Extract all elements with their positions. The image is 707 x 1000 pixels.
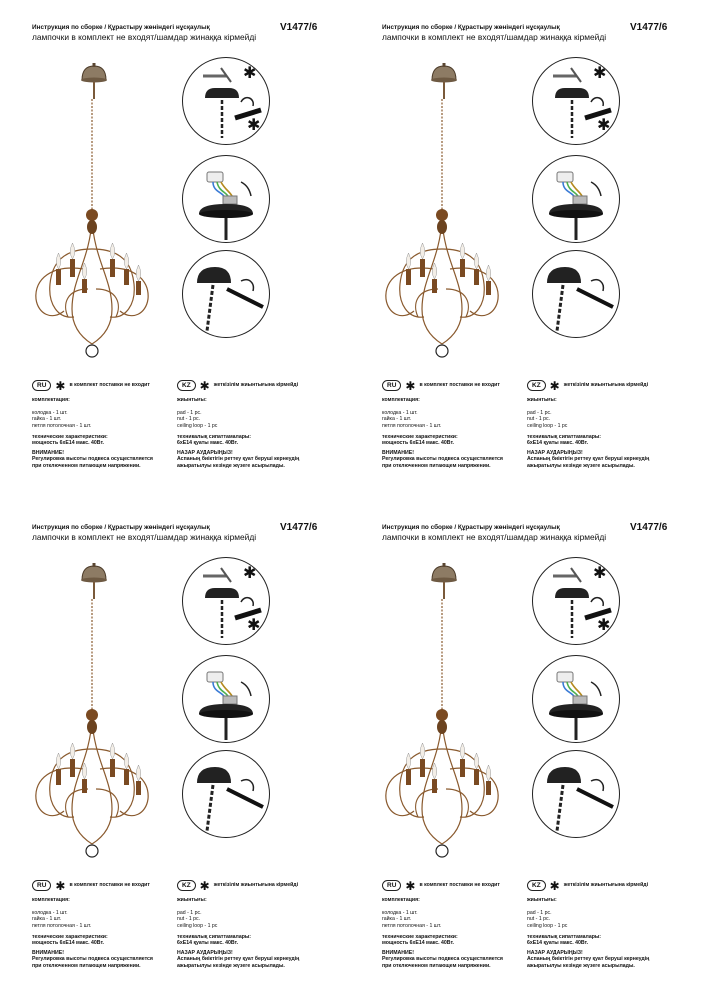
kit-list [527, 410, 692, 429]
chandelier-illustration [372, 99, 512, 369]
product-code: V1477/6 [280, 22, 318, 33]
kit-item: nut - 1 pc. [177, 416, 201, 423]
step-wiring [182, 655, 270, 743]
kit-item: pad - 1 pc. [527, 410, 552, 417]
sheet-subtitle: лампочки в комплект не входят/шамдар жинаққа кірмейді [32, 532, 257, 542]
step-wiring [532, 655, 620, 743]
ceiling-mount-icon [183, 58, 269, 144]
asterisk-icon: ✱ [549, 378, 560, 393]
product-code: V1477/6 [630, 522, 668, 533]
warning-text: Регулировка высоты подвеса осуществляется при отключенном питающем напряжении. [32, 956, 153, 969]
screwdriver-icon [183, 751, 269, 837]
kit-item: pad - 1 pc. [527, 910, 552, 917]
step-ceiling-mount [532, 57, 620, 145]
warning-text: Регулировка высоты подвеса осуществляется при отключенном питающем напряжении. [32, 456, 153, 469]
sheet-title: Инструкция по сборке / Құрастыру жөніндегі нұсқаулық [32, 24, 210, 31]
kit-list [32, 410, 197, 429]
ceiling-mount-icon [183, 558, 269, 644]
kit-item: гайка - 1 шт. [382, 916, 412, 923]
kit-label: комплектация: [32, 397, 70, 403]
spec-value: мощность 6хЕ14 макс. 40Вт. [382, 440, 454, 447]
kit-item: гайка - 1 шт. [32, 416, 62, 423]
kz-language-badge: KZ [527, 380, 546, 391]
russian-section [32, 880, 197, 969]
kit-label: жиынтығы: [177, 397, 207, 403]
kazakh-section [527, 380, 692, 469]
russian-section [382, 880, 547, 969]
not-included-note: в комплект поставки не входит [419, 382, 500, 389]
warning-label: ВНИМАНИЕ! [382, 450, 414, 457]
kit-item: петля потолочная - 1 шт. [382, 422, 442, 429]
sheet-title: Инструкция по сборке / Құрастыру жөніндегі нұсқаулық [382, 24, 560, 31]
wiring-icon [533, 156, 619, 242]
step-wiring [182, 155, 270, 243]
spec-label: технические характеристики: [382, 433, 458, 440]
ceiling-mount-icon [533, 558, 619, 644]
spec-label: технические характеристики: [32, 933, 108, 940]
kit-list [527, 910, 692, 929]
instruction-sheet [32, 524, 362, 994]
kit-item: колодка - 1 шт. [32, 910, 68, 917]
not-included-note: жеткізілім жиынтығына кірмейді [213, 882, 299, 889]
kit-item: ceiling loop - 1 pc [527, 922, 568, 929]
warning-text: Регулировка высоты подвеса осуществляется при отключенном питающем напряжении. [382, 956, 503, 969]
kit-item: nut - 1 pc. [177, 916, 201, 923]
spec-value: мощность 6хЕ14 макс. 40Вт. [382, 940, 454, 947]
wiring-icon [533, 656, 619, 742]
chandelier-illustration [22, 99, 162, 369]
kit-item: колодка - 1 шт. [32, 410, 68, 417]
not-included-note: в комплект поставки не входит [419, 882, 500, 889]
step-screwdriver [532, 250, 620, 338]
spec-label: технические характеристики: [382, 933, 458, 940]
wiring-icon [183, 656, 269, 742]
step-ceiling-mount [182, 557, 270, 645]
not-included-note: в комплект поставки не входит [69, 882, 150, 889]
kit-list [382, 410, 547, 429]
sheet-subtitle: лампочки в комплект не входят/шамдар жинаққа кірмейді [32, 32, 257, 42]
instruction-sheet [32, 24, 362, 494]
warning-label: НАЗАР АУДАРЫҢЫЗ! [177, 450, 233, 457]
sheet-title: Инструкция по сборке / Құрастыру жөніндегі нұсқаулық [32, 524, 210, 531]
kit-list [382, 910, 547, 929]
svg-text:✱: ✱ [243, 563, 257, 582]
spec-value: 6хЕ14 қуаты макс. 40Вт. [177, 940, 239, 947]
not-included-note: жеткізілім жиынтығына кірмейді [213, 382, 299, 389]
kit-item: колодка - 1 шт. [382, 910, 418, 917]
sheet-title: Инструкция по сборке / Құрастыру жөніндегі нұсқаулық [382, 524, 560, 531]
svg-text:✱: ✱ [593, 563, 607, 582]
spec-label: техникалық сипаттамалары: [527, 433, 602, 440]
ceiling-cup-icon [424, 560, 464, 600]
kit-item: ceiling loop - 1 pc [177, 422, 218, 429]
spec-label: технические характеристики: [32, 433, 108, 440]
asterisk-icon: ✱ [55, 378, 66, 393]
spec-value: 6хЕ14 қуаты макс. 40Вт. [527, 440, 589, 447]
kz-language-badge: KZ [177, 880, 196, 891]
spec-value: мощность 6хЕ14 макс. 40Вт. [32, 940, 104, 947]
wiring-icon [183, 156, 269, 242]
kz-language-badge: KZ [527, 880, 546, 891]
ru-language-badge: RU [32, 880, 51, 891]
kit-item: nut - 1 pc. [527, 416, 551, 423]
spec-label: техникалық сипаттамалары: [177, 433, 252, 440]
kit-label: комплектация: [382, 897, 420, 903]
kazakh-section [527, 880, 692, 969]
ru-language-badge: RU [32, 380, 51, 391]
ceiling-mount-icon [533, 58, 619, 144]
kit-item: ceiling loop - 1 pc [177, 922, 218, 929]
asterisk-icon: ✱ [549, 878, 560, 893]
russian-section [32, 380, 197, 469]
kz-language-badge: KZ [177, 380, 196, 391]
kit-label: комплектация: [32, 897, 70, 903]
chandelier-illustration [372, 599, 512, 869]
warning-text: Аспаның биіктігін реттеу қуат беруші кернеудің ажыратылуы кезінде жүзеге асырылады. [527, 456, 650, 469]
asterisk-icon: ✱ [199, 378, 210, 393]
kit-list [177, 910, 342, 929]
ru-language-badge: RU [382, 880, 401, 891]
not-included-note: в комплект поставки не входит [69, 382, 150, 389]
step-ceiling-mount [182, 57, 270, 145]
warning-label: НАЗАР АУДАРЫҢЫЗ! [177, 950, 233, 957]
kit-list [177, 410, 342, 429]
warning-label: ВНИМАНИЕ! [382, 950, 414, 957]
svg-text:✱: ✱ [593, 63, 607, 82]
step-ceiling-mount [532, 557, 620, 645]
product-code: V1477/6 [280, 522, 318, 533]
kit-label: жиынтығы: [527, 397, 557, 403]
warning-text: Аспаның биіктігін реттеу қуат беруші кернеудің ажыратылуы кезінде жүзеге асырылады. [527, 956, 650, 969]
kit-item: колодка - 1 шт. [382, 410, 418, 417]
step-screwdriver [182, 250, 270, 338]
sheet-subtitle: лампочки в комплект не входят/шамдар жинаққа кірмейді [382, 532, 607, 542]
asterisk-icon: ✱ [405, 878, 416, 893]
kit-item: pad - 1 pc. [177, 410, 202, 417]
ceiling-cup-icon [424, 60, 464, 100]
svg-text:✱: ✱ [597, 115, 611, 134]
instruction-sheet [382, 524, 707, 994]
svg-text:✱: ✱ [597, 615, 611, 634]
not-included-note: жеткізілім жиынтығына кірмейді [563, 382, 649, 389]
kit-item: гайка - 1 шт. [382, 416, 412, 423]
step-wiring [532, 155, 620, 243]
kit-label: комплектация: [382, 397, 420, 403]
sheet-subtitle: лампочки в комплект не входят/шамдар жинаққа кірмейді [382, 32, 607, 42]
kit-item: ceiling loop - 1 pc [527, 422, 568, 429]
product-code: V1477/6 [630, 22, 668, 33]
not-included-note: жеткізілім жиынтығына кірмейді [563, 882, 649, 889]
kazakh-section [177, 880, 342, 969]
step-screwdriver [182, 750, 270, 838]
step-screwdriver [532, 750, 620, 838]
ru-language-badge: RU [382, 380, 401, 391]
screwdriver-icon [533, 251, 619, 337]
warning-text: Аспаның биіктігін реттеу қуат беруші кернеудің ажыратылуы кезінде жүзеге асырылады. [177, 456, 300, 469]
kit-item: петля потолочная - 1 шт. [32, 422, 92, 429]
kit-item: pad - 1 pc. [177, 910, 202, 917]
russian-section [382, 380, 547, 469]
kit-label: жиынтығы: [177, 897, 207, 903]
kit-item: петля потолочная - 1 шт. [32, 922, 92, 929]
spec-label: техникалық сипаттамалары: [527, 933, 602, 940]
asterisk-icon: ✱ [405, 378, 416, 393]
spec-value: 6хЕ14 қуаты макс. 40Вт. [527, 940, 589, 947]
warning-label: НАЗАР АУДАРЫҢЫЗ! [527, 450, 583, 457]
kit-item: nut - 1 pc. [527, 916, 551, 923]
screwdriver-icon [533, 751, 619, 837]
spec-value: мощность 6хЕ14 макс. 40Вт. [32, 440, 104, 447]
kit-item: петля потолочная - 1 шт. [382, 922, 442, 929]
kit-list [32, 910, 197, 929]
asterisk-icon: ✱ [55, 878, 66, 893]
svg-text:✱: ✱ [243, 63, 257, 82]
spec-value: 6хЕ14 қуаты макс. 40Вт. [177, 440, 239, 447]
warning-label: ВНИМАНИЕ! [32, 450, 64, 457]
svg-text:✱: ✱ [247, 115, 261, 134]
instruction-sheet [382, 24, 707, 494]
spec-label: техникалық сипаттамалары: [177, 933, 252, 940]
ceiling-cup-icon [74, 60, 114, 100]
warning-text: Аспаның биіктігін реттеу қуат беруші кернеудің ажыратылуы кезінде жүзеге асырылады. [177, 956, 300, 969]
warning-label: НАЗАР АУДАРЫҢЫЗ! [527, 950, 583, 957]
chandelier-illustration [22, 599, 162, 869]
svg-text:✱: ✱ [247, 615, 261, 634]
asterisk-icon: ✱ [199, 878, 210, 893]
warning-text: Регулировка высоты подвеса осуществляется при отключенном питающем напряжении. [382, 456, 503, 469]
screwdriver-icon [183, 251, 269, 337]
ceiling-cup-icon [74, 560, 114, 600]
kit-label: жиынтығы: [527, 897, 557, 903]
kazakh-section [177, 380, 342, 469]
warning-label: ВНИМАНИЕ! [32, 950, 64, 957]
kit-item: гайка - 1 шт. [32, 916, 62, 923]
